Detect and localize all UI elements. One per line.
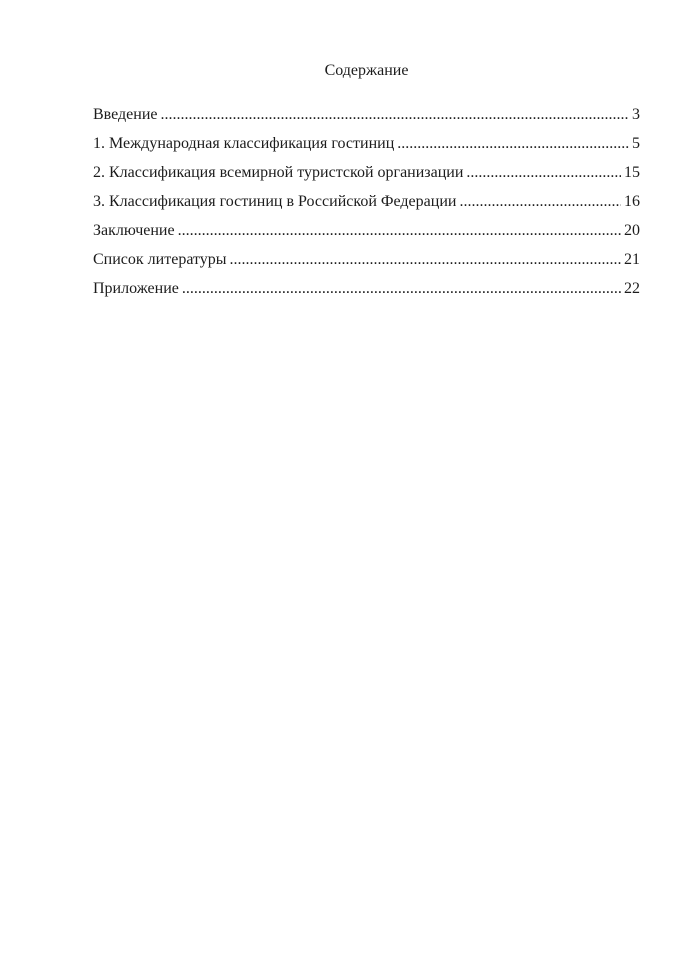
toc-entry[interactable] xyxy=(93,158,640,187)
toc-dot-leader xyxy=(178,216,621,245)
toc-entry[interactable] xyxy=(93,245,640,274)
toc-entry-page: 3 xyxy=(632,106,640,123)
page-title: Содержание xyxy=(324,62,409,79)
toc-entry-page: 21 xyxy=(624,251,640,268)
toc-entry-label: 2. Классификация всемирной туристской организации xyxy=(93,164,464,181)
toc-dot-leader xyxy=(466,158,621,187)
toc-entry-label: 3. Классификация гостиниц в Российской Федерации xyxy=(93,193,457,210)
toc-entry-page: 16 xyxy=(624,193,640,210)
toc-entry-label: Список литературы xyxy=(93,251,227,268)
toc-entry[interactable] xyxy=(93,100,640,129)
toc-entry-page: 22 xyxy=(624,280,640,297)
toc-dot-leader xyxy=(182,274,621,303)
toc-dot-leader xyxy=(161,100,630,129)
toc-dot-leader xyxy=(459,187,621,216)
toc-entry[interactable] xyxy=(93,187,640,216)
toc-entry-label: Заключение xyxy=(93,222,175,239)
toc-entry[interactable] xyxy=(93,216,640,245)
toc-entry[interactable] xyxy=(93,274,640,303)
toc-entry-page: 20 xyxy=(624,222,640,239)
toc-dot-leader xyxy=(230,245,621,274)
toc-entry-page: 5 xyxy=(632,135,640,152)
toc-entry-page: 15 xyxy=(624,164,640,181)
toc-entry-label: 1. Международная классификация гостиниц xyxy=(93,135,395,152)
toc-entry-label: Приложение xyxy=(93,280,179,297)
table-of-contents xyxy=(93,100,640,303)
toc-dot-leader xyxy=(397,129,629,158)
toc-entry[interactable] xyxy=(93,129,640,158)
toc-entry-label: Введение xyxy=(93,106,158,123)
